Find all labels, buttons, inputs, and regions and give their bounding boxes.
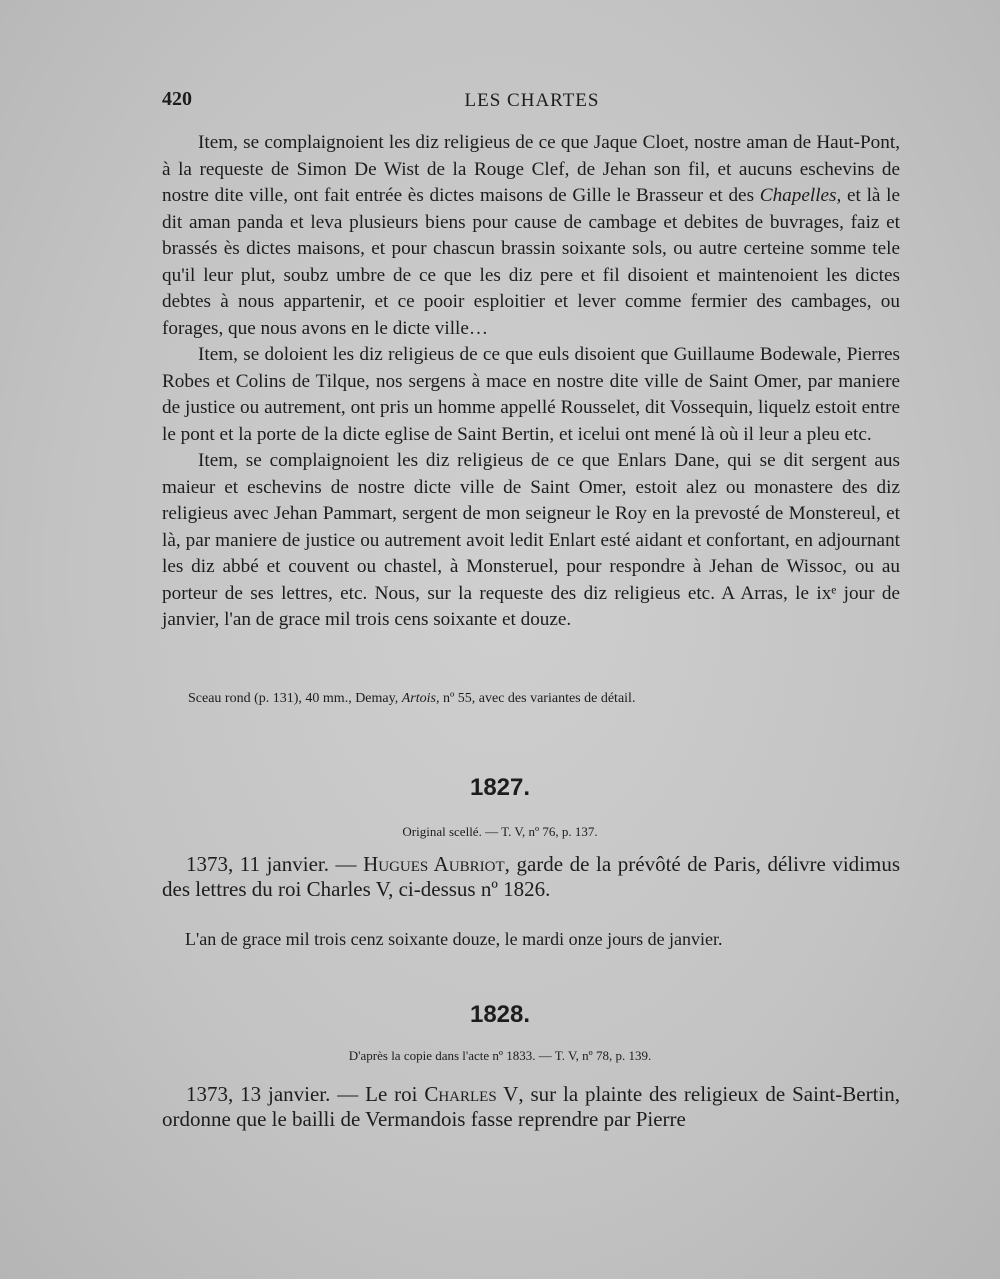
charter-date: 1373, 11 janvier. — <box>186 852 364 876</box>
page-header <box>162 88 902 118</box>
summary-paragraph <box>162 1082 900 1132</box>
person-name: Hugues Aubriot <box>363 852 505 876</box>
paragraph <box>162 130 900 342</box>
seal-note-text: nº 55, avec des variantes de détail. <box>439 691 636 706</box>
italic-term: Chapelles, <box>759 185 842 206</box>
running-title: LES CHARTES <box>464 90 600 111</box>
summary-text: , garde de la prévôté de Paris, délivre vidimus des lettres du roi Charles V, ci-dessus nº 1826. <box>162 852 900 901</box>
paragraph-text: et là le dit aman panda et leva plusieurs biens pour cause de cambage et debites de buvrages, faiz et brassés ès dictes maisons, et pour chascun brassin soixante sols, ou autre certeine somme tele qu'il leur plut, soubz umbre de ce que les diz pere et fil disoient et maintenoient les dictes debtes à nous appartenir, et ce pooir esploitier et lever comme fermier des cambages, ou forages, que nous avons en le dicte ville… <box>162 185 901 339</box>
seal-note-italic: Artois, <box>401 691 440 706</box>
paragraph-text: Item, se complaignoient les diz religieus de ce que Jaque Cloet, nostre aman de Haut-Pont, à la requeste de Simon De Wist de la Rouge Clef, de Jehan son fil, et aucuns eschevins de nostre dite ville, ont fait entrée ès dictes maisons de Gille le Brasseur et des <box>162 132 900 206</box>
charter-summary <box>162 852 900 902</box>
charter-summary <box>162 1082 900 1132</box>
charter-date: 1373, 13 janvier. — <box>186 1082 366 1106</box>
charter-quote: L'an de grace mil trois cenz soixante douze, le mardi onze jours de janvier. <box>185 929 723 949</box>
person-name: Charles V <box>424 1082 519 1106</box>
summary-text: Le roi <box>365 1082 425 1106</box>
seal-note <box>188 690 888 708</box>
charter-number: 1827. <box>469 774 531 801</box>
paragraph: Item, se doloient les diz religieus de ce que euls disoient que Guillaume Bodewale, Pierres Robes et Colins de Tilque, nos sergens à mace en nostre dite ville de Saint Omer, par maniere de justice ou autrement, ont pris un homme appellé Rousselet, dit Vossequin, liquelz estoit entre le pont et la porte de la dicte eglise de Saint Bertin, et icelui ont mené là où il leur a pleu etc. <box>162 344 900 445</box>
summary-text: , sur la plainte des religieux de Saint-Bertin, ordonne que le bailli de Vermandois fasse reprendre par Pierre <box>162 1082 900 1131</box>
paragraph: Item, se complaignoient les diz religieus de ce que Enlars Dane, qui se dit sergent aus maieur et eschevins de nostre dicte ville de Saint Omer, estoit alez ou monastere des diz religieus avec Jehan Pammart, sergent de mon seigneur le Roy en la prevosté de Monstereul, et là, par maniere de justice ou autrement avoit ledit Enlart esté aidant et confortant, en adjournant les diz abbé et couvent ou chastel, à Monsteruel, pour respondre à Jehan de Wissoc, ou au porteur de ses lettres, etc. Nous, sur la requeste des diz religieus etc. A Arras, le ixᵉ jour de janvier, l'an de grace mil trois cens soixante et douze. <box>162 450 900 630</box>
seal-note-text: Sceau rond (p. 131), 40 mm., Demay, <box>188 691 402 706</box>
preceding-charter-text <box>162 130 900 634</box>
source-note: Original scellé. — T. V, nº 76, p. 137. <box>402 824 598 839</box>
charter-number: 1828. <box>469 1001 531 1028</box>
page-number: 420 <box>162 88 192 110</box>
source-note: D'après la copie dans l'acte nº 1833. — T. V, nº 78, p. 139. <box>348 1048 652 1063</box>
summary-paragraph <box>162 852 900 902</box>
